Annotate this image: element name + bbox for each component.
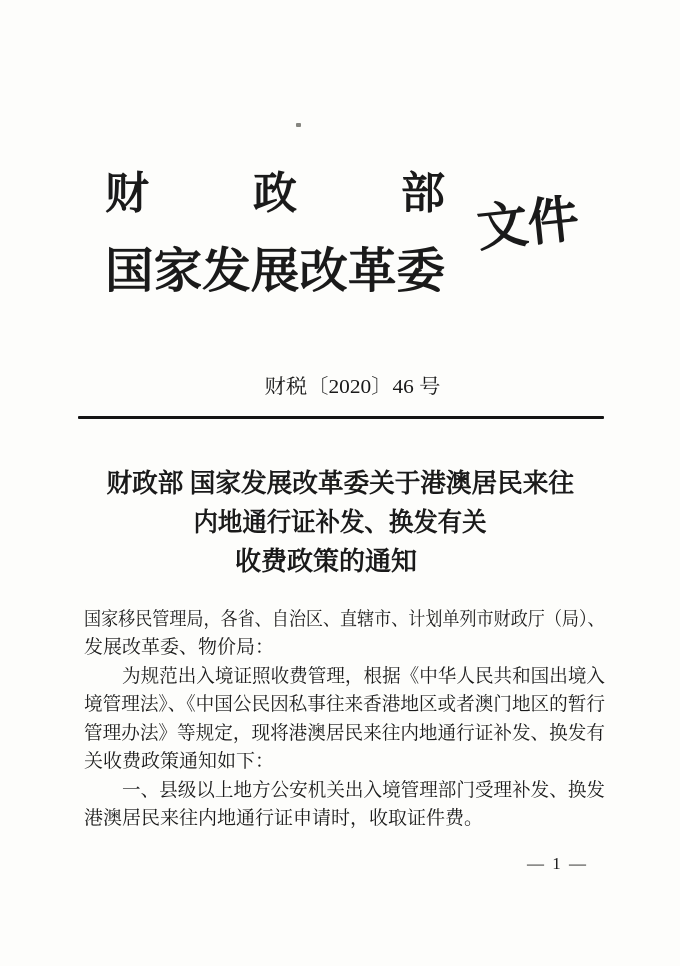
issuer-ndrc [105, 246, 445, 298]
body-line: 发展改革委、物价局： [84, 637, 275, 659]
document-body [84, 606, 605, 834]
body-line: 国家移民管理局，各省、自治区、直辖市、计划单列市财政厅（局）、 [84, 609, 605, 630]
body-line: 为规范出入境证照收费管理，根据《中华人民共和国出境入 [122, 665, 605, 687]
document-title [82, 464, 598, 581]
letterhead [105, 168, 445, 298]
issuer-ndrc-text: 国家发展改革委 [105, 245, 446, 298]
body-line: 境管理法》、《中国公民因私事往来香港地区或者澳门地区的暂行 [84, 694, 606, 716]
document-title-line-3: 收费政策的通知 [234, 547, 417, 576]
document-number-text: 财税〔2020〕46 号 [263, 376, 441, 398]
issuer-char: 政 [253, 169, 297, 218]
document-title-line-2: 内地通行证补发、换发有关 [193, 508, 487, 537]
body-line: 管理办法》等规定，现将港澳居民来往内地通行证补发、换发有 [84, 722, 606, 744]
document-title-line-1: 财政部 国家发展改革委关于港澳居民来往 [106, 469, 574, 498]
issuer-char: 部 [401, 169, 445, 218]
document-type-label: 文件 [474, 191, 582, 259]
body-line: 一、县级以上地方公安机关出入境管理部门受理补发、换发 [122, 779, 605, 801]
scan-artifact-speck [296, 123, 301, 127]
issuer-ministry-of-finance [105, 168, 445, 220]
body-line: 港澳居民来往内地通行证申请时，收取证件费。 [84, 808, 484, 830]
body-line: 关收费政策通知如下： [84, 751, 275, 773]
letterhead-divider-rule [78, 416, 604, 419]
document-number [0, 374, 680, 400]
issuer-char: 财 [105, 169, 149, 218]
page-number: — 1 — [527, 854, 588, 873]
